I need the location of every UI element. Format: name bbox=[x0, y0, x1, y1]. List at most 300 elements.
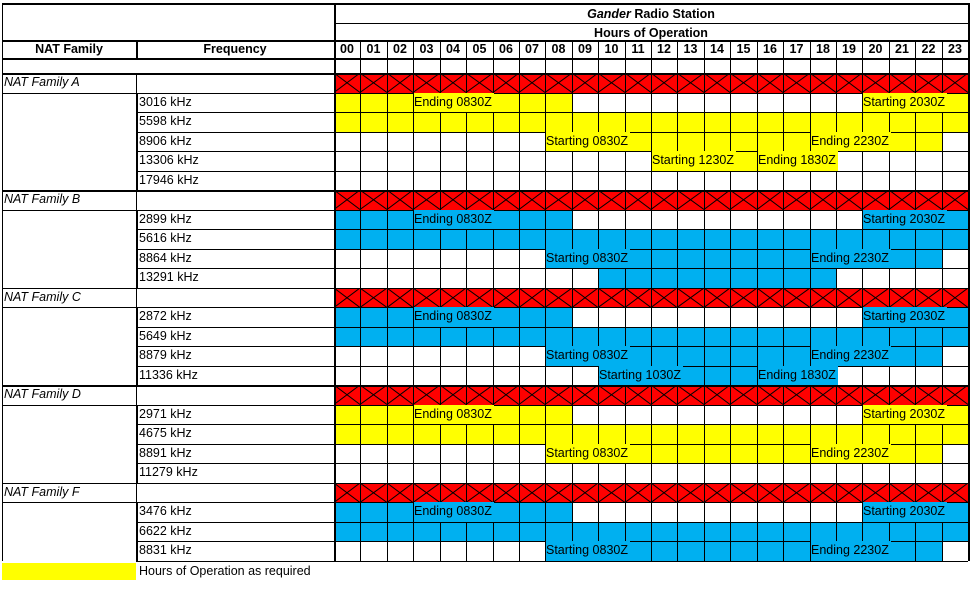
inactive-hour-cell bbox=[572, 463, 598, 483]
active-hour-cell bbox=[836, 327, 862, 347]
active-hour-cell bbox=[915, 522, 942, 542]
inactive-hour-cell bbox=[440, 268, 466, 288]
frequency-label: 3476 kHz bbox=[139, 504, 192, 518]
closed-cell bbox=[783, 190, 810, 210]
inactive-hour-cell bbox=[730, 171, 757, 191]
active-hour-cell bbox=[360, 210, 387, 230]
closed-cell bbox=[810, 73, 836, 93]
active-hour-cell bbox=[704, 541, 730, 561]
inactive-hour-cell bbox=[334, 171, 360, 191]
active-hour-cell bbox=[493, 93, 519, 113]
closed-cross-icon bbox=[572, 385, 598, 405]
hour-label: 05 bbox=[472, 42, 487, 56]
closed-cell bbox=[413, 385, 440, 405]
inactive-hour-cell bbox=[836, 366, 862, 386]
closed-cell bbox=[915, 385, 942, 405]
closed-cross-icon bbox=[413, 288, 440, 308]
active-hour-cell bbox=[810, 229, 836, 249]
inactive-hour-cell bbox=[360, 249, 387, 269]
inactive-hour-cell bbox=[810, 502, 836, 522]
active-hour-cell bbox=[440, 522, 466, 542]
active-hour-cell bbox=[889, 132, 915, 152]
active-hour-cell bbox=[783, 346, 810, 366]
active-hour-cell bbox=[387, 307, 413, 327]
inactive-hour-cell bbox=[413, 346, 440, 366]
closed-cell bbox=[783, 73, 810, 93]
inactive-hour-cell bbox=[783, 307, 810, 327]
closed-cell bbox=[440, 288, 466, 308]
grid-line bbox=[387, 40, 388, 561]
active-hour-cell bbox=[862, 424, 889, 444]
inactive-hour-cell bbox=[836, 93, 862, 113]
closed-cell bbox=[889, 385, 915, 405]
inactive-hour-cell bbox=[387, 132, 413, 152]
active-hour-cell bbox=[730, 366, 757, 386]
active-hour-cell bbox=[360, 502, 387, 522]
active-hour-cell bbox=[387, 405, 413, 425]
grid-line bbox=[2, 288, 968, 290]
closed-cross-icon bbox=[942, 73, 968, 93]
inactive-hour-cell bbox=[334, 346, 360, 366]
inactive-hour-cell bbox=[862, 171, 889, 191]
active-hour-cell bbox=[625, 327, 651, 347]
active-hour-cell bbox=[519, 229, 545, 249]
inactive-hour-cell bbox=[466, 346, 493, 366]
closed-cell bbox=[704, 483, 730, 503]
active-hour-cell bbox=[519, 424, 545, 444]
grid-line bbox=[545, 40, 546, 561]
closed-cross-icon bbox=[625, 190, 651, 210]
closed-cell bbox=[387, 190, 413, 210]
closed-cross-icon bbox=[862, 288, 889, 308]
grid-line bbox=[136, 249, 138, 270]
active-hour-cell bbox=[545, 210, 572, 230]
closed-cross-icon bbox=[466, 483, 493, 503]
hour-label: 08 bbox=[551, 42, 566, 56]
schedule-note: Starting 2030Z bbox=[863, 210, 947, 230]
inactive-hour-cell bbox=[810, 307, 836, 327]
active-hour-cell bbox=[493, 405, 519, 425]
closed-cross-icon bbox=[519, 288, 545, 308]
closed-cross-icon bbox=[440, 483, 466, 503]
active-hour-cell bbox=[440, 424, 466, 444]
closed-cross-icon bbox=[783, 483, 810, 503]
closed-cell bbox=[334, 288, 360, 308]
closed-cross-icon bbox=[360, 288, 387, 308]
grid-line bbox=[136, 405, 138, 426]
active-hour-cell bbox=[413, 424, 440, 444]
grid-line bbox=[2, 73, 968, 75]
closed-cross-icon bbox=[387, 483, 413, 503]
active-hour-cell bbox=[704, 268, 730, 288]
closed-cross-icon bbox=[915, 483, 942, 503]
active-hour-cell bbox=[545, 327, 572, 347]
inactive-hour-cell bbox=[598, 93, 625, 113]
inactive-hour-cell bbox=[572, 210, 598, 230]
grid-line bbox=[136, 522, 138, 543]
closed-cell bbox=[730, 288, 757, 308]
closed-cell bbox=[466, 483, 493, 503]
active-hour-cell bbox=[810, 424, 836, 444]
active-hour-cell bbox=[942, 522, 968, 542]
closed-cross-icon bbox=[625, 483, 651, 503]
inactive-hour-cell bbox=[440, 151, 466, 171]
closed-cell bbox=[598, 73, 625, 93]
active-hour-cell bbox=[915, 444, 942, 464]
inactive-hour-cell bbox=[942, 366, 968, 386]
active-hour-cell bbox=[387, 424, 413, 444]
active-hour-cell bbox=[757, 327, 783, 347]
active-hour-cell bbox=[334, 424, 360, 444]
closed-cell bbox=[730, 73, 757, 93]
inactive-hour-cell bbox=[413, 541, 440, 561]
inactive-hour-cell bbox=[519, 132, 545, 152]
closed-cell bbox=[810, 288, 836, 308]
active-hour-cell bbox=[783, 249, 810, 269]
closed-cross-icon bbox=[334, 190, 360, 210]
active-hour-cell bbox=[360, 424, 387, 444]
schedule-note: Starting 2030Z bbox=[863, 405, 947, 425]
inactive-hour-cell bbox=[942, 268, 968, 288]
inactive-hour-cell bbox=[942, 463, 968, 483]
grid-line bbox=[413, 40, 414, 561]
closed-cross-icon bbox=[440, 190, 466, 210]
inactive-hour-cell bbox=[942, 541, 968, 561]
inactive-hour-cell bbox=[757, 307, 783, 327]
active-hour-cell bbox=[889, 249, 915, 269]
hour-label: 12 bbox=[657, 42, 671, 56]
closed-cross-icon bbox=[519, 190, 545, 210]
grid-line bbox=[942, 40, 943, 561]
closed-cross-icon bbox=[783, 73, 810, 93]
grid-line bbox=[493, 40, 494, 561]
hours-header: Hours of Operation bbox=[594, 26, 708, 40]
active-hour-cell bbox=[360, 229, 387, 249]
inactive-hour-cell bbox=[572, 151, 598, 171]
inactive-hour-cell bbox=[466, 249, 493, 269]
inactive-hour-cell bbox=[730, 307, 757, 327]
grid-line bbox=[136, 541, 138, 562]
closed-cell bbox=[783, 483, 810, 503]
inactive-hour-cell bbox=[889, 151, 915, 171]
active-hour-cell bbox=[598, 327, 625, 347]
closed-cross-icon bbox=[862, 190, 889, 210]
closed-cross-icon bbox=[493, 190, 519, 210]
hour-label: 02 bbox=[393, 42, 407, 56]
grid-line bbox=[651, 40, 652, 561]
closed-cross-icon bbox=[387, 385, 413, 405]
active-hour-cell bbox=[862, 522, 889, 542]
active-hour-cell bbox=[757, 132, 783, 152]
closed-cell bbox=[545, 73, 572, 93]
schedule-note: Ending 2230Z bbox=[811, 249, 891, 269]
active-hour-cell bbox=[704, 366, 730, 386]
inactive-hour-cell bbox=[704, 171, 730, 191]
active-hour-cell bbox=[545, 307, 572, 327]
closed-cross-icon bbox=[466, 385, 493, 405]
inactive-hour-cell bbox=[387, 366, 413, 386]
closed-cross-icon bbox=[413, 73, 440, 93]
grid-line bbox=[810, 40, 811, 561]
inactive-hour-cell bbox=[493, 366, 519, 386]
closed-cell bbox=[836, 483, 862, 503]
closed-cross-icon bbox=[810, 73, 836, 93]
closed-cell bbox=[440, 385, 466, 405]
frequency-label: 11336 kHz bbox=[139, 367, 198, 382]
active-hour-cell bbox=[942, 112, 968, 132]
closed-cell bbox=[466, 288, 493, 308]
closed-cross-icon bbox=[704, 190, 730, 210]
closed-cell bbox=[677, 190, 704, 210]
inactive-hour-cell bbox=[889, 463, 915, 483]
active-hour-cell bbox=[651, 132, 677, 152]
inactive-hour-cell bbox=[862, 463, 889, 483]
active-hour-cell bbox=[387, 502, 413, 522]
inactive-hour-cell bbox=[625, 307, 651, 327]
closed-cell bbox=[572, 288, 598, 308]
closed-cross-icon bbox=[730, 385, 757, 405]
inactive-hour-cell bbox=[519, 171, 545, 191]
grid-line bbox=[2, 3, 3, 561]
active-hour-cell bbox=[677, 327, 704, 347]
inactive-hour-cell bbox=[572, 171, 598, 191]
closed-cross-icon bbox=[440, 73, 466, 93]
active-hour-cell bbox=[757, 444, 783, 464]
active-hour-cell bbox=[466, 229, 493, 249]
active-hour-cell bbox=[493, 327, 519, 347]
closed-cross-icon bbox=[704, 288, 730, 308]
inactive-hour-cell bbox=[360, 346, 387, 366]
grid-line bbox=[2, 385, 968, 387]
inactive-hour-cell bbox=[360, 151, 387, 171]
frequency-label: 6622 kHz bbox=[139, 523, 192, 538]
closed-cell bbox=[387, 288, 413, 308]
active-hour-cell bbox=[862, 112, 889, 132]
inactive-hour-cell bbox=[466, 132, 493, 152]
hour-label: 01 bbox=[366, 42, 381, 56]
active-hour-cell bbox=[783, 112, 810, 132]
closed-cell bbox=[836, 385, 862, 405]
closed-cell bbox=[915, 288, 942, 308]
closed-cell bbox=[757, 483, 783, 503]
inactive-hour-cell bbox=[757, 405, 783, 425]
closed-cell bbox=[810, 385, 836, 405]
active-hour-cell bbox=[440, 327, 466, 347]
closed-cell bbox=[572, 483, 598, 503]
active-hour-cell bbox=[704, 424, 730, 444]
inactive-hour-cell bbox=[651, 405, 677, 425]
grid-line bbox=[136, 346, 138, 367]
closed-cross-icon bbox=[334, 483, 360, 503]
active-hour-cell bbox=[730, 327, 757, 347]
active-hour-cell bbox=[757, 424, 783, 444]
active-hour-cell bbox=[625, 112, 651, 132]
inactive-hour-cell bbox=[810, 463, 836, 483]
inactive-hour-cell bbox=[915, 268, 942, 288]
active-hour-cell bbox=[651, 249, 677, 269]
frequency-label: 2971 kHz bbox=[139, 406, 192, 421]
schedule-note: Starting 0830Z bbox=[546, 249, 630, 269]
frequency-label: 4675 kHz bbox=[139, 426, 192, 440]
active-hour-cell bbox=[466, 522, 493, 542]
active-hour-cell bbox=[572, 424, 598, 444]
family-name: NAT Family B bbox=[4, 192, 81, 206]
inactive-hour-cell bbox=[519, 366, 545, 386]
closed-cross-icon bbox=[677, 288, 704, 308]
closed-cell bbox=[677, 288, 704, 308]
closed-cell bbox=[651, 483, 677, 503]
closed-cell bbox=[598, 385, 625, 405]
active-hour-cell bbox=[915, 541, 942, 561]
frequency-label: 5616 kHz bbox=[139, 231, 192, 245]
inactive-hour-cell bbox=[493, 249, 519, 269]
active-hour-cell bbox=[598, 112, 625, 132]
schedule-note: Starting 2030Z bbox=[863, 307, 947, 327]
active-hour-cell bbox=[783, 541, 810, 561]
closed-cross-icon bbox=[704, 385, 730, 405]
closed-cell bbox=[545, 288, 572, 308]
inactive-hour-cell bbox=[836, 405, 862, 425]
inactive-hour-cell bbox=[493, 268, 519, 288]
closed-cross-icon bbox=[387, 190, 413, 210]
active-hour-cell bbox=[545, 112, 572, 132]
closed-cell bbox=[625, 73, 651, 93]
inactive-hour-cell bbox=[783, 463, 810, 483]
grid-line bbox=[836, 40, 837, 561]
inactive-hour-cell bbox=[757, 502, 783, 522]
closed-cross-icon bbox=[730, 73, 757, 93]
closed-cross-icon bbox=[862, 385, 889, 405]
inactive-hour-cell bbox=[889, 366, 915, 386]
closed-cross-icon bbox=[572, 190, 598, 210]
active-hour-cell bbox=[651, 444, 677, 464]
closed-cell bbox=[360, 288, 387, 308]
grid-line bbox=[136, 210, 138, 231]
inactive-hour-cell bbox=[677, 307, 704, 327]
closed-cross-icon bbox=[625, 73, 651, 93]
title-rest: Radio Station bbox=[630, 7, 715, 21]
grid-line bbox=[136, 93, 138, 114]
inactive-hour-cell bbox=[466, 151, 493, 171]
inactive-hour-cell bbox=[651, 93, 677, 113]
legend-label: Hours of Operation as required bbox=[139, 563, 311, 578]
active-hour-cell bbox=[783, 522, 810, 542]
inactive-hour-cell bbox=[413, 268, 440, 288]
active-hour-cell bbox=[810, 522, 836, 542]
hour-label: 11 bbox=[631, 42, 645, 56]
closed-cell bbox=[334, 385, 360, 405]
closed-cell bbox=[598, 483, 625, 503]
inactive-hour-cell bbox=[757, 210, 783, 230]
schedule-note: Ending 0830Z bbox=[414, 307, 494, 327]
grid-line bbox=[136, 132, 138, 153]
inactive-hour-cell bbox=[730, 210, 757, 230]
closed-cross-icon bbox=[730, 190, 757, 210]
inactive-hour-cell bbox=[810, 93, 836, 113]
inactive-hour-cell bbox=[387, 541, 413, 561]
inactive-hour-cell bbox=[334, 541, 360, 561]
active-hour-cell bbox=[889, 541, 915, 561]
inactive-hour-cell bbox=[677, 171, 704, 191]
active-hour-cell bbox=[783, 444, 810, 464]
closed-cell bbox=[730, 190, 757, 210]
active-hour-cell bbox=[677, 541, 704, 561]
inactive-hour-cell bbox=[598, 405, 625, 425]
active-hour-cell bbox=[783, 424, 810, 444]
inactive-hour-cell bbox=[413, 366, 440, 386]
hour-label: 03 bbox=[419, 42, 434, 56]
active-hour-cell bbox=[360, 327, 387, 347]
active-hour-cell bbox=[836, 522, 862, 542]
schedule-note: Starting 2030Z bbox=[863, 502, 947, 522]
active-hour-cell bbox=[889, 522, 915, 542]
schedule-note: Ending 1830Z bbox=[758, 151, 838, 171]
active-hour-cell bbox=[466, 112, 493, 132]
inactive-hour-cell bbox=[757, 463, 783, 483]
closed-cell bbox=[704, 288, 730, 308]
inactive-hour-cell bbox=[651, 307, 677, 327]
active-hour-cell bbox=[915, 346, 942, 366]
closed-cell bbox=[915, 483, 942, 503]
closed-cell bbox=[783, 385, 810, 405]
inactive-hour-cell bbox=[836, 151, 862, 171]
inactive-hour-cell bbox=[387, 346, 413, 366]
closed-cross-icon bbox=[783, 385, 810, 405]
closed-cell bbox=[625, 288, 651, 308]
closed-cross-icon bbox=[651, 73, 677, 93]
closed-cross-icon bbox=[440, 385, 466, 405]
closed-cross-icon bbox=[836, 73, 862, 93]
inactive-hour-cell bbox=[466, 268, 493, 288]
closed-cross-icon bbox=[545, 73, 572, 93]
schedule-note: Starting 2030Z bbox=[863, 93, 947, 113]
closed-cell bbox=[545, 190, 572, 210]
frequency-label: 2899 kHz bbox=[139, 211, 192, 226]
inactive-hour-cell bbox=[519, 444, 545, 464]
closed-cell bbox=[493, 190, 519, 210]
closed-cross-icon bbox=[810, 190, 836, 210]
closed-cell bbox=[493, 288, 519, 308]
closed-cross-icon bbox=[360, 483, 387, 503]
inactive-hour-cell bbox=[625, 463, 651, 483]
closed-cell bbox=[625, 483, 651, 503]
frequency-label: 8906 kHz bbox=[139, 133, 192, 148]
closed-cell bbox=[942, 288, 968, 308]
schedule-note: Starting 0830Z bbox=[546, 444, 630, 464]
inactive-hour-cell bbox=[493, 171, 519, 191]
active-hour-cell bbox=[334, 307, 360, 327]
closed-cross-icon bbox=[704, 73, 730, 93]
inactive-hour-cell bbox=[915, 463, 942, 483]
inactive-hour-cell bbox=[440, 444, 466, 464]
closed-cross-icon bbox=[360, 73, 387, 93]
active-hour-cell bbox=[810, 112, 836, 132]
active-hour-cell bbox=[572, 522, 598, 542]
closed-cell bbox=[598, 190, 625, 210]
closed-cell bbox=[889, 190, 915, 210]
active-hour-cell bbox=[704, 249, 730, 269]
inactive-hour-cell bbox=[519, 463, 545, 483]
active-hour-cell bbox=[704, 132, 730, 152]
active-hour-cell bbox=[730, 424, 757, 444]
active-hour-cell bbox=[730, 229, 757, 249]
active-hour-cell bbox=[862, 229, 889, 249]
closed-cross-icon bbox=[466, 288, 493, 308]
schedule-note: Ending 2230Z bbox=[811, 132, 891, 152]
closed-cross-icon bbox=[545, 483, 572, 503]
closed-cell bbox=[493, 73, 519, 93]
inactive-hour-cell bbox=[862, 151, 889, 171]
